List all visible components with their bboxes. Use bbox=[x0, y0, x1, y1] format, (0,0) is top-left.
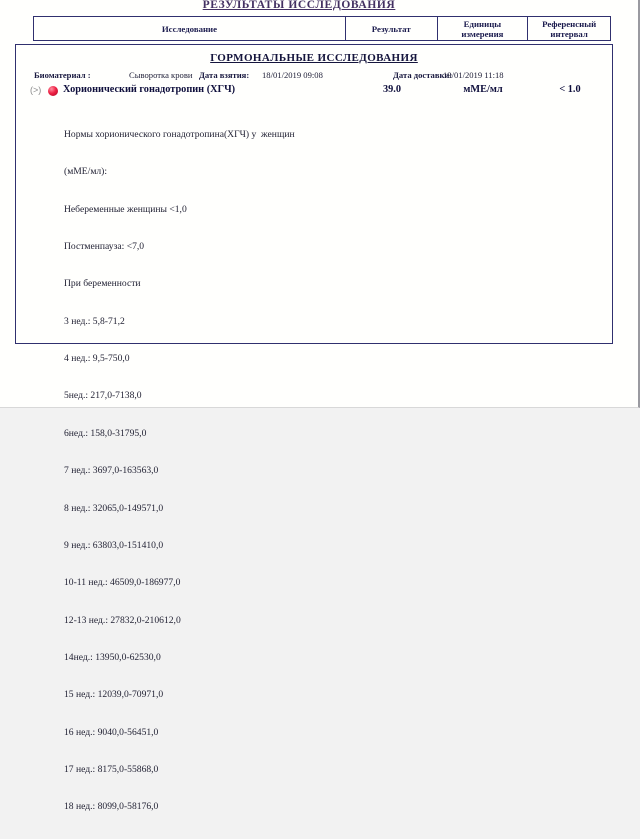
sampling-date-label: Дата взятия: bbox=[199, 70, 250, 80]
reference-norms-block bbox=[64, 104, 295, 839]
specimen-meta-row bbox=[16, 70, 612, 82]
norms-line: При беременности bbox=[64, 278, 141, 290]
norms-line: 10-11 нед.: 46509,0-186977,0 bbox=[64, 577, 181, 589]
norms-line: 12-13 нед.: 27832,0-210612,0 bbox=[64, 614, 181, 626]
test-result-value: 39.0 bbox=[382, 84, 402, 95]
norms-line: 6нед.: 158,0-31795,0 bbox=[64, 427, 147, 439]
biomaterial-label: Биоматериал : bbox=[34, 70, 91, 80]
norms-line: 17 нед.: 8175,0-55868,0 bbox=[64, 764, 159, 776]
norms-line: 8 нед.: 32065,0-149571,0 bbox=[64, 502, 164, 514]
delivery-date-label: Дата доставки: bbox=[393, 70, 453, 80]
column-header-units: Единицы измерения bbox=[437, 17, 528, 40]
column-header-study: Исследование bbox=[161, 23, 218, 34]
out-of-range-marker: (>) bbox=[30, 85, 42, 95]
test-reference-interval: < 1.0 bbox=[559, 84, 581, 95]
column-header-reference: Референсный интервал bbox=[527, 17, 610, 40]
biomaterial-value: Сыворотка крови bbox=[129, 70, 193, 80]
norms-line: (мМЕ/мл): bbox=[64, 166, 108, 178]
norms-line: 15 нед.: 12039,0-70971,0 bbox=[64, 689, 164, 701]
test-units: мМЕ/мл bbox=[463, 84, 503, 95]
norms-line: Нормы хорионического гонадотропина(ХГЧ) у женщин bbox=[64, 128, 295, 140]
norms-line: 3 нед.: 5,8-71,2 bbox=[64, 315, 125, 327]
column-header-result: Результат bbox=[345, 17, 437, 40]
norms-line: 5нед.: 217,0-7138,0 bbox=[64, 390, 142, 402]
norms-line: 14нед.: 13950,0-62530,0 bbox=[64, 651, 161, 663]
test-name: Хорионический гонадотропин (ХГЧ) bbox=[63, 84, 236, 95]
norms-line: 7 нед.: 3697,0-163563,0 bbox=[64, 465, 159, 477]
section-heading: ГОРМОНАЛЬНЫЕ ИССЛЕДОВАНИЯ bbox=[210, 52, 418, 64]
delivery-date-value: 19/01/2019 11:18 bbox=[443, 70, 504, 80]
table-row-hcg-result bbox=[16, 84, 612, 98]
red-flag-icon bbox=[48, 86, 58, 96]
norms-line: Постменпауза: <7,0 bbox=[64, 240, 145, 252]
norms-line: 9 нед.: 63803,0-151410,0 bbox=[64, 539, 164, 551]
results-header-table bbox=[33, 16, 611, 41]
norms-line: 4 нед.: 9,5-750,0 bbox=[64, 353, 130, 365]
sampling-date-value: 18/01/2019 09:08 bbox=[262, 70, 323, 80]
norms-line: Небеременные женщины <1,0 bbox=[64, 203, 187, 215]
results-body-box bbox=[15, 44, 613, 813]
page-title: РЕЗУЛЬТАТЫ ИССЛЕДОВАНИЯ bbox=[202, 0, 396, 11]
norms-line: 16 нед.: 9040,0-56451,0 bbox=[64, 726, 159, 738]
norms-line: 18 нед.: 8099,0-58176,0 bbox=[64, 801, 159, 813]
